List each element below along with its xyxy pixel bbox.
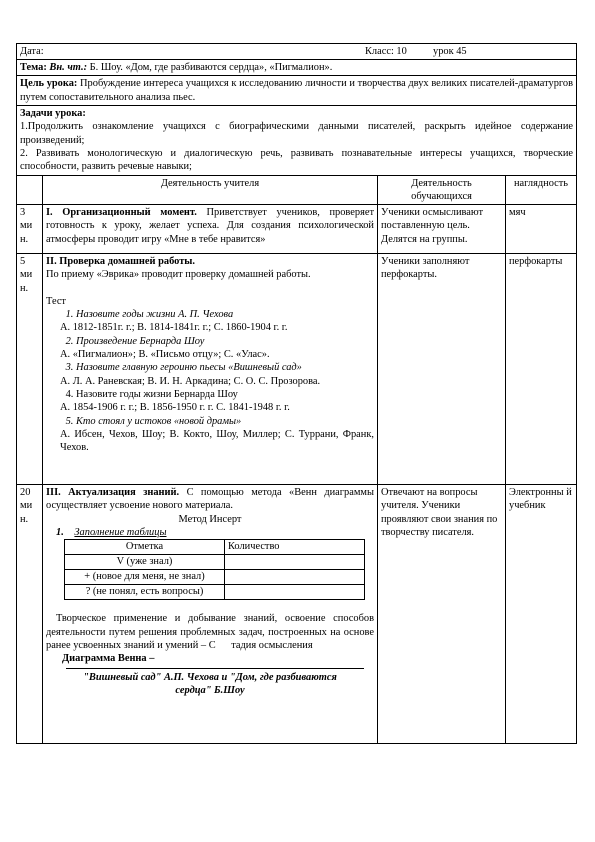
insert-row-count <box>225 585 365 600</box>
quiz-list <box>46 308 374 321</box>
lesson-label: урок 45 <box>433 46 467 57</box>
stage1-title: I. Организационный момент. <box>46 207 197 219</box>
goal-text: Пробуждение интереса учащихся к исследованию личности и творчества двух великих писателей-драматургов путем сопоставительного анализа пьес. <box>20 78 574 103</box>
stage3-title: III. Актуализация знаний. <box>46 487 180 499</box>
stage2-row <box>17 254 577 485</box>
task-2: 2. Развивать монологическую и диалогическую речь, развивать познавательные интересы учащихся, творческие способности, развить речевые навыки; <box>20 147 574 173</box>
quiz-list-4 <box>46 388 374 401</box>
fill-label: Заполнение таблицы <box>74 527 167 539</box>
quiz-answer: А. «Пигмалион»; В. «Письмо отцу»; С. «Улас». <box>60 349 270 360</box>
stage1-row <box>17 205 577 254</box>
quiz-answer: А. Ибсен, Чехов, Шоу; В. Кокто, Шоу, Миллер; С. Туррани, Франк, Чехов. <box>60 428 374 454</box>
fill-num: 1. <box>56 527 64 539</box>
stage3-students: Отвечают на вопросы учителя. Ученики проявляют свои знания по творчеству писателя. <box>378 485 506 744</box>
quiz-list-2 <box>46 335 374 348</box>
quiz-question: 3. Назовите главную героиню пьесы «Вишневый сад» <box>76 361 374 374</box>
insert-row-mark: + (новое для меня, не знал) <box>65 570 225 585</box>
stage3-row <box>17 485 577 744</box>
fill-heading <box>46 526 374 539</box>
stage1-time: 3 ми н. <box>17 205 43 254</box>
class-label: Класс: 10 <box>365 46 407 57</box>
insert-head-count: Количество <box>225 540 365 555</box>
lesson-table <box>16 43 577 744</box>
tasks-row <box>17 105 577 175</box>
stage2-time: 5 ми н. <box>17 254 43 485</box>
quiz-question: 2. Произведение Бернарда Шоу <box>76 335 374 348</box>
date-label: Дата: <box>20 46 44 57</box>
task-1: 1.Продолжить ознакомление учащихся с биографическими данными писателей, раскрыть идейное содержание произведений; <box>20 121 574 146</box>
test-label: Тест <box>46 295 66 307</box>
columns-header-row <box>17 175 577 205</box>
goal-row <box>17 76 577 106</box>
tasks-label: Задачи урока: <box>20 107 86 119</box>
lesson-plan <box>16 43 576 744</box>
stage3-text: С помощью метода «Венн диаграммы осуществляет усвоение нового материала. <box>46 487 374 512</box>
stage2-title: II. Проверка домашней работы. <box>46 256 196 268</box>
quiz-list-3 <box>46 361 374 374</box>
date-row <box>17 44 577 60</box>
theme-text: Б. Шоу. «Дом, где разбиваются сердца», «Пигмалион». <box>89 62 333 73</box>
col-teacher: Деятельность учителя <box>43 175 378 205</box>
quiz-question: 1. Назовите годы жизни А. П. Чехова <box>76 308 374 321</box>
quiz-answer: А. 1812-1851г. г.; В. 1814-1841г. г.; С. 1860-1904 г. г. <box>60 322 288 334</box>
insert-head-mark: Отметка <box>65 540 225 555</box>
theme-row <box>17 60 577 76</box>
insert-row-mark: V (уже знал) <box>65 555 225 570</box>
stage3-time: 20 ми н. <box>17 485 43 744</box>
venn-title: Диаграмма Венна – <box>62 653 155 665</box>
quiz-answer: А. 1854-1906 г. г.; В. 1856-1950 г. г. С. 1841-1948 г. г. <box>60 402 290 414</box>
stage2-visual: перфокарты <box>506 254 577 485</box>
method-label: Метод Инсерт <box>178 513 242 525</box>
creative-text: Творческое применение и добывание знаний, освоение способов деятельности путем решения проблемных задач, построенных на основе ранее усвоенных знаний и умений – С тадия осмысления <box>46 613 377 651</box>
venn-subtitle: "Вишневый сад" А.П. Чехова и "Дом, где разбиваются сердца" Б.Шоу <box>83 671 337 696</box>
insert-row-count <box>225 555 365 570</box>
insert-row-mark: ? (не понял, есть вопросы) <box>65 585 225 600</box>
quiz-question: 5. Кто стоял у истоков «новой драмы» <box>76 415 374 428</box>
stage2-students: Ученики заполняют перфокарты. <box>378 254 506 485</box>
stage1-students: Ученики осмысливают поставленную цель. Делятся на группы. <box>378 205 506 254</box>
quiz-question: 4. Назовите годы жизни Бернарда Шоу <box>76 388 374 401</box>
stage2-text: По приему «Эврика» проводит проверку домашней работы. <box>46 269 311 281</box>
quiz-answer: А. Л. А. Раневская; В. И. Н. Аркадина; С. О. С. Прозорова. <box>60 375 321 387</box>
stage1-text: Приветствует учеников, проверяет готовность к уроку, желает успеха. Для создания психологической атмосферы проводит игру «Мне в тебе нравится» <box>46 207 375 245</box>
quiz-list-5 <box>46 415 374 428</box>
theme-prefix: Вн. чт.: <box>49 62 88 73</box>
stage1-visual: мяч <box>506 205 577 254</box>
col-visual: наглядность <box>506 175 577 205</box>
theme-label: Тема: <box>20 62 47 73</box>
insert-table <box>64 539 365 600</box>
insert-row-count <box>225 570 365 585</box>
col-students: Деятельность обучающихся <box>378 175 506 205</box>
stage3-visual: Электронны й учебник <box>506 485 577 744</box>
goal-label: Цель урока: <box>20 78 78 90</box>
